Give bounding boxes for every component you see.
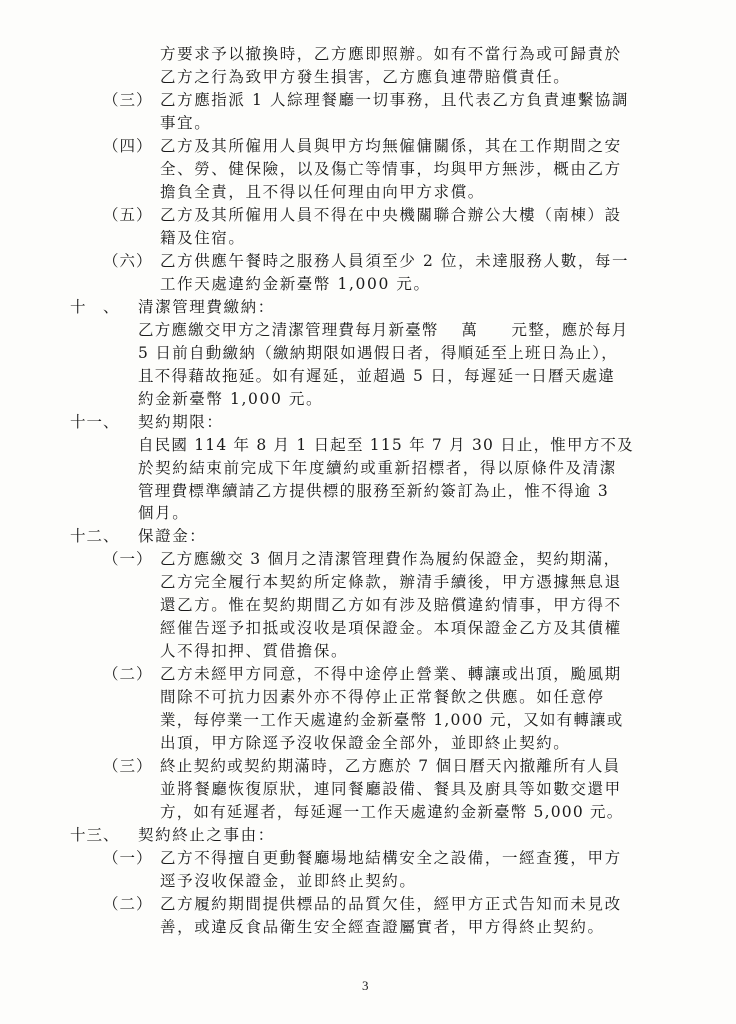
text-line: 間除不可抗力因素外亦不得停止正常餐飲之供應。如任意停 [160,688,605,706]
text-line: 自民國 114 年 8 月 1 日起至 115 年 7 月 30 日止，惟甲方不及 [138,436,634,454]
article-heading: 保證金： [138,527,207,545]
text-line: 乙方及其所僱用人員不得在中央機關聯合辦公大樓（南棟）設 [160,206,622,224]
article-heading: 清潔管理費繳納： [138,298,275,316]
text-line: 約金新臺幣 1,000 元。 [138,390,324,408]
text-line: 善，或違反食品衛生安全經查證屬實者，甲方得終止契約。 [160,918,605,936]
text-line: 乙方應指派 1 人綜理餐廳一切事務，且代表乙方負責連繫協調 [160,91,630,109]
section-label: （四） [103,137,153,155]
text-line: 乙方完全履行本契約所定條款，辦清手續後，甲方憑據無息退 [160,573,622,591]
text-line: 出頂，甲方除逕予沒收保證金全部外，並即終止契約。 [160,734,571,752]
text-line: 於契約結束前完成下年度續約或重新招標者，得以原條件及清潔 [138,459,617,477]
section-label: （二） [103,895,153,913]
text-line: 乙方不得擅自更動餐廳場地結構安全之設備，一經查獲，甲方 [160,849,622,867]
text-line: 乙方未經甲方同意，不得中途停止營業、轉讓或出頂，颱風期 [160,665,622,683]
section-label: （一） [103,849,153,867]
section-label: （五） [103,206,153,224]
text-line: 乙方之行為致甲方發生損害，乙方應負連帶賠償責任。 [160,68,571,86]
text-line: 全、勞、健保險，以及傷亡等情事，均與甲方無涉，概由乙方 [160,160,622,178]
text-line: 還乙方。惟在契約期間乙方如有涉及賠償違約情事，甲方得不 [160,596,622,614]
text-line: 工作天處違約金新臺幣 1,000 元。 [160,275,431,293]
section-label: （一） [103,550,153,568]
text-line: 逕予沒收保證金，並即終止契約。 [160,872,417,890]
section-label: （二） [103,665,153,683]
article-label: 十二、 [70,527,120,545]
text-line: 且不得藉故拖延。如有遲延，並超過 5 日，每遲延一日曆天處違 [138,367,616,385]
text-line: 人不得扣押、質借擔保。 [160,642,349,660]
text-line: 業，每停業一工作天處違約金新臺幣 1,000 元，又如有轉讓或 [160,711,624,729]
text-line: 經催告逕予扣抵或沒收是項保證金。本項保證金乙方及其債權 [160,619,622,637]
page-number: 3 [362,978,369,993]
text-line: 乙方供應午餐時之服務人員須至少 2 位，未達服務人數，每一 [160,252,630,270]
section-label: （六） [103,252,153,270]
section-label: （三） [103,91,153,109]
text-line: 終止契約或契約期滿時，乙方應於 7 個日曆天內撤離所有人員 [160,757,621,775]
article-heading: 契約終止之事由： [138,826,275,844]
article-label: 十一、 [70,413,120,431]
text-line: 方要求予以撤換時，乙方應即照辦。如有不當行為或可歸責於 [160,45,622,63]
text-line: 個月。 [138,504,190,522]
text-line: 乙方應繳交 3 個月之清潔管理費作為履約保證金，契約期滿， [160,550,621,568]
text-line: 方，如有延遲者，每延遲一工作天處違約金新臺幣 5,000 元。 [160,803,624,821]
article-heading: 契約期限： [138,413,224,431]
text-line: 5 日前自動繳納（繳納期限如遇假日者，得順延至上班日為止）， [138,344,619,362]
article-label: 十三、 [70,826,120,844]
text-line: 擔負全責，且不得以任何理由向甲方求償。 [160,183,485,201]
text-line: 籍及住宿。 [160,229,246,247]
text-line: 並將餐廳恢復原狀，連同餐廳設備、餐具及廚具等如數交還甲 [160,780,622,798]
text-line: 乙方及其所僱用人員與甲方均無僱傭關係，其在工作期間之安 [160,137,622,155]
text-line: 乙方履約期間提供標品的品質欠佳，經甲方正式告知而未見改 [160,895,622,913]
text-line: 乙方應繳交甲方之清潔管理費每月新臺幣 萬 元整，應於每月 [138,321,629,339]
section-label: （三） [103,757,153,775]
text-line: 管理費標準續請乙方提供標的服務至新約簽訂為止，惟不得逾 3 [138,482,609,500]
text-line: 事宜。 [160,114,212,132]
article-label: 十 、 [70,298,120,316]
